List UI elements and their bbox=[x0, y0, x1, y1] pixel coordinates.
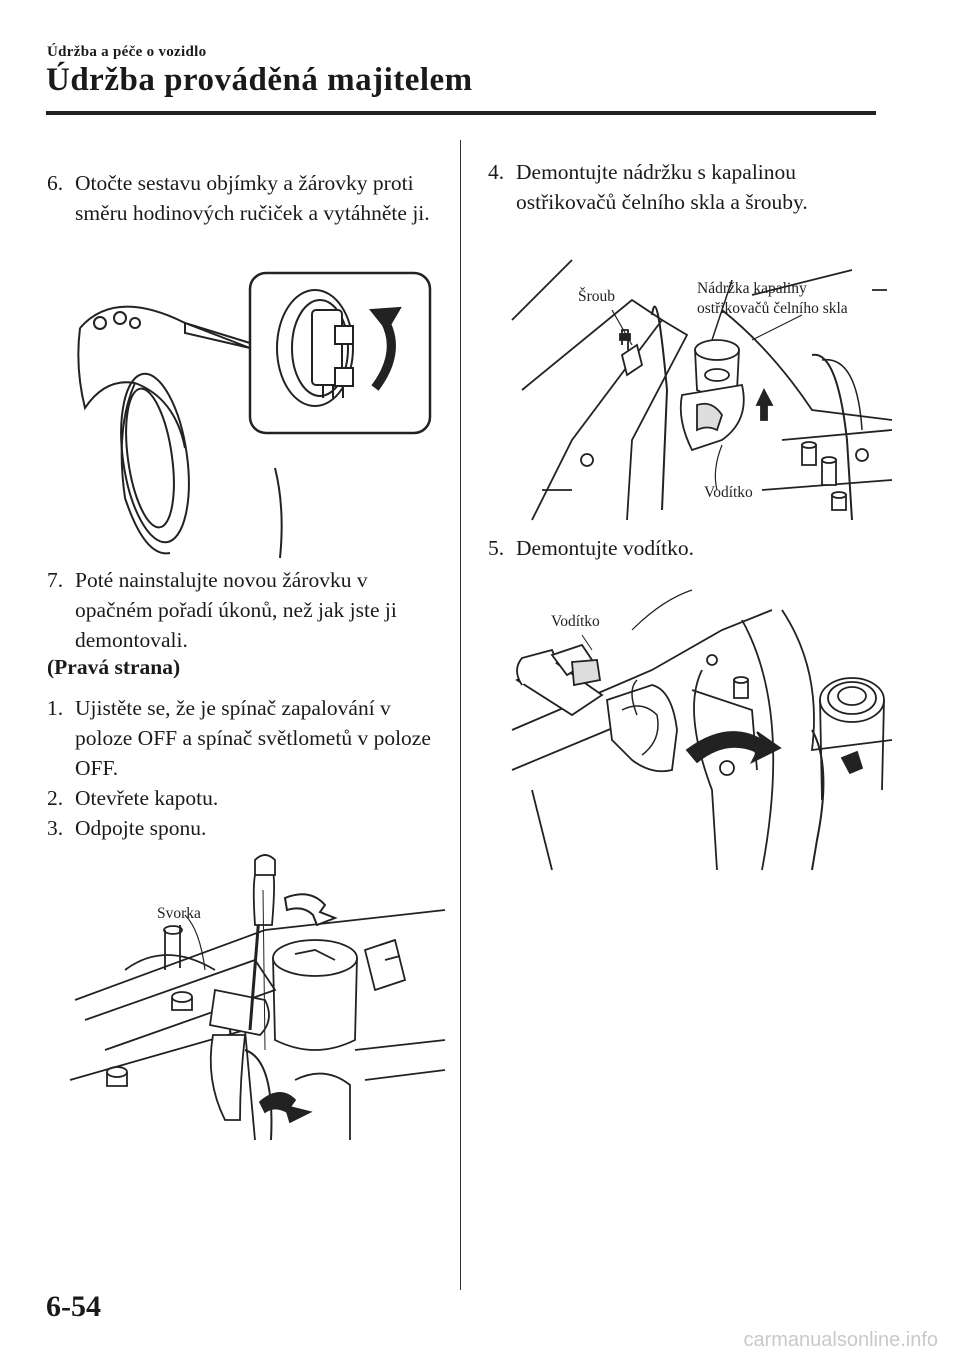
page-title: Údržba prováděná majitelem bbox=[46, 62, 473, 98]
guide-removal-illustration bbox=[512, 590, 892, 870]
clip-removal-figure bbox=[65, 850, 450, 1140]
breadcrumb: Údržba a péče o vozidlo bbox=[47, 44, 207, 60]
step-text: Otočte sestavu objímky a žárovky proti směru hodinových ručiček a vytáhněte ji. bbox=[75, 171, 430, 225]
page-number: 6-54 bbox=[46, 1290, 101, 1323]
bulb-removal-figure bbox=[75, 268, 435, 558]
step-6 bbox=[47, 168, 447, 228]
step-1 bbox=[47, 693, 447, 783]
guide-label: Vodítko bbox=[704, 484, 753, 501]
section-heading: (Pravá strana) bbox=[47, 655, 181, 679]
step-2 bbox=[47, 783, 447, 813]
step-number: 3. bbox=[47, 816, 64, 840]
step-number: 6. bbox=[47, 171, 64, 195]
tank-label-line1: Nádržka kapaliny bbox=[697, 280, 807, 297]
step-text: Demontujte vodítko. bbox=[516, 536, 694, 560]
clip-removal-illustration bbox=[65, 850, 450, 1140]
guide-label: Vodítko bbox=[551, 613, 600, 630]
tank-label-line2: ostřikovačů čelního skla bbox=[697, 300, 848, 317]
step-number: 2. bbox=[47, 786, 64, 810]
step-3 bbox=[47, 813, 447, 843]
title-divider bbox=[46, 111, 876, 115]
step-number: 4. bbox=[488, 160, 505, 184]
watermark: carmanualsonline.info bbox=[743, 1329, 938, 1351]
step-number: 1. bbox=[47, 696, 64, 720]
guide-removal-figure bbox=[512, 590, 892, 870]
column-divider bbox=[460, 140, 461, 1290]
step-text: Demontujte nádržku s kapalinou ostřikovačů čelního skla a šrouby. bbox=[516, 160, 808, 214]
step-7 bbox=[47, 565, 447, 655]
step-number: 5. bbox=[488, 536, 505, 560]
step-number: 7. bbox=[47, 568, 64, 592]
bulb-removal-illustration bbox=[75, 268, 435, 558]
step-text: Poté nainstalujte novou žárovku v opačném pořadí úkonů, než jak jste ji demontovali. bbox=[75, 568, 397, 652]
washer-tank-figure bbox=[512, 240, 892, 525]
step-text: Ujistěte se, že je spínač zapalování v poloze OFF a spínač světlometů v poloze OFF. bbox=[75, 696, 431, 780]
step-text: Otevřete kapotu. bbox=[75, 786, 219, 810]
step-text: Odpojte sponu. bbox=[75, 816, 207, 840]
clip-label: Svorka bbox=[157, 905, 201, 922]
step-5 bbox=[488, 533, 888, 563]
bolt-label: Šroub bbox=[578, 288, 616, 305]
step-4 bbox=[488, 157, 888, 217]
